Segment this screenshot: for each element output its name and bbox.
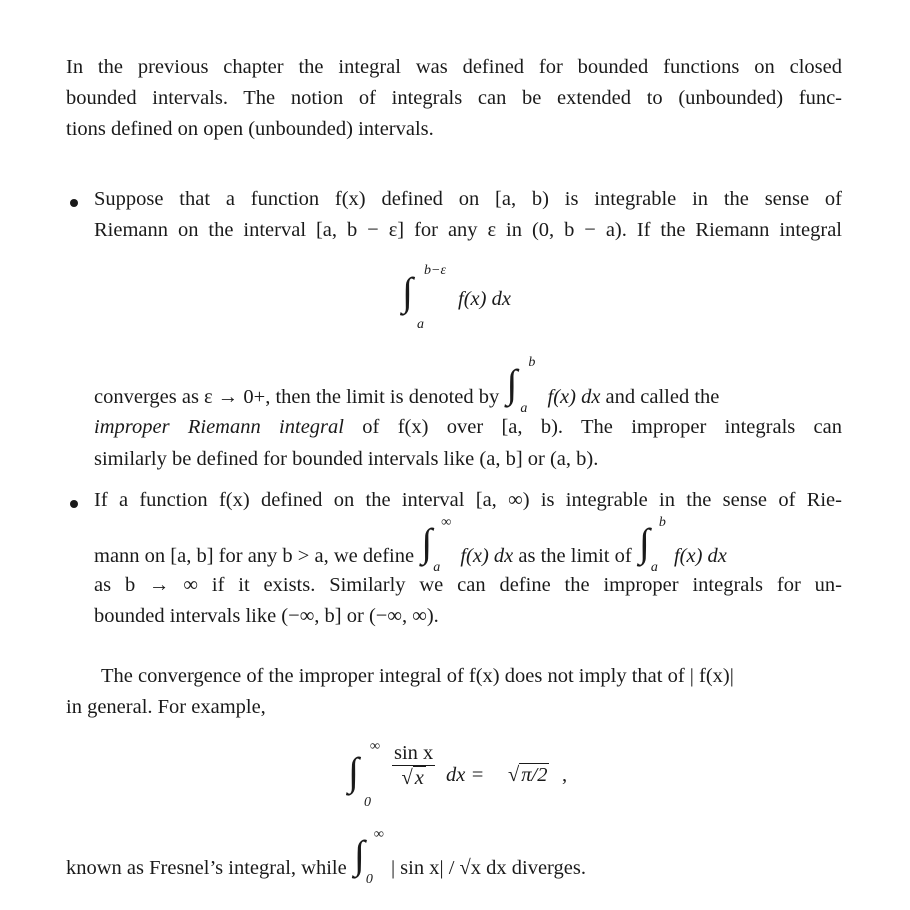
integral-upper-limit: ∞ [370,739,380,754]
intro-line-1: In the previous chapter the integral was defined for bounded functions on closed [66,56,842,78]
line-2-text-pre: mann on [a, b] for any b > a, we define [94,545,415,567]
para-2-line-2: in general. For example, [66,696,266,718]
bullet-1-line-3 [94,355,842,416]
bullet-1-line-2: Riemann on the interval [a, b − ε] for any ε in (0, b − a). If the Riemann integral [94,219,842,241]
inline-integral-1 [419,515,452,575]
display-2-result: √π/2 [508,764,548,786]
fraction-numerator: sin x [394,742,434,764]
integral-upper-limit: ∞ [441,515,452,530]
integral-upper-limit: b [658,515,666,530]
inline-integrand-1: f(x) dx [460,545,514,567]
final-integrand: | sin x| / √x dx diverges. [390,857,586,879]
fraction [392,742,435,789]
bullet-2-line-2 [94,515,854,575]
bullet-2-line-4: bounded intervals like (−∞, b] or (−∞, ∞). [94,605,439,627]
bullet-2-dot [70,500,78,508]
bullet-1-line-4 [94,412,842,443]
inline-integrand: f(x) dx [547,386,601,408]
bullet-1-line-5: similarly be defined for bounded intervals like (a, b] or (a, b). [94,448,599,470]
integral-lower-limit: 0 [365,872,373,887]
intro-line-2: bounded intervals. The notion of integrals can be extended to (unbounded) func- [66,87,842,109]
sqrt-radicand: x [414,767,424,789]
integral-lower-limit: a [650,560,658,575]
integral-upper-limit: b [528,355,536,370]
integral-sign: ∫ [353,832,365,877]
inline-integrand-2: f(x) dx [673,545,727,567]
integral-sign: ∫ [638,520,650,565]
inline-integral-2 [637,515,666,575]
bullet-2-line-3: as b → ∞ if it exists. Similarly we can define the improper integrals for un- [94,574,842,596]
integral-sign: ∫ [421,520,433,565]
fraction-denominator: √x [401,767,424,789]
result-radicand: π/2 [521,764,548,786]
integrand: f(x) dx [458,288,511,310]
italic-term: improper Riemann integral [94,416,344,438]
display-2-trail: , [562,764,568,786]
inline-integral [504,355,536,416]
display-2-rest: dx = [446,764,490,786]
inline-integral [352,827,384,887]
final-text-pre: known as Fresnel’s integral, while [66,857,347,879]
integral-lower-limit: a [433,560,441,575]
line-4-rest: of f(x) over [a, b). The improper integrals can [362,416,843,438]
line-2-text-mid: as the limit of [518,545,632,567]
para-2-line-1: The convergence of the improper integral of f(x) does not imply that of | f(x)| [101,665,734,687]
integral-sign: ∫ [402,269,413,314]
integral-sign: ∫ [506,361,518,406]
bullet-1-line-1: Suppose that a function f(x) defined on [a, b) is integrable in the sense of [94,188,842,210]
bullet-2-line-1: If a function f(x) defined on the interval [a, ∞) is integrable in the sense of Rie- [94,489,842,511]
integral-sign: ∫ [348,749,359,794]
integral-upper-limit: ∞ [373,827,384,842]
integral-lower-limit: a [417,317,424,332]
bullet-1-dot [70,199,78,207]
line-3-text-post: and called the [605,386,720,408]
line-3-text-pre: converges as ε → 0+, then the limit is denoted by [94,386,500,408]
integral-upper-limit: b−ε [424,263,446,278]
integral-lower-limit: 0 [364,795,371,810]
integral-lower-limit: a [520,401,528,416]
intro-line-3: tions defined on open (unbounded) intervals. [66,118,434,140]
final-line [66,827,586,887]
